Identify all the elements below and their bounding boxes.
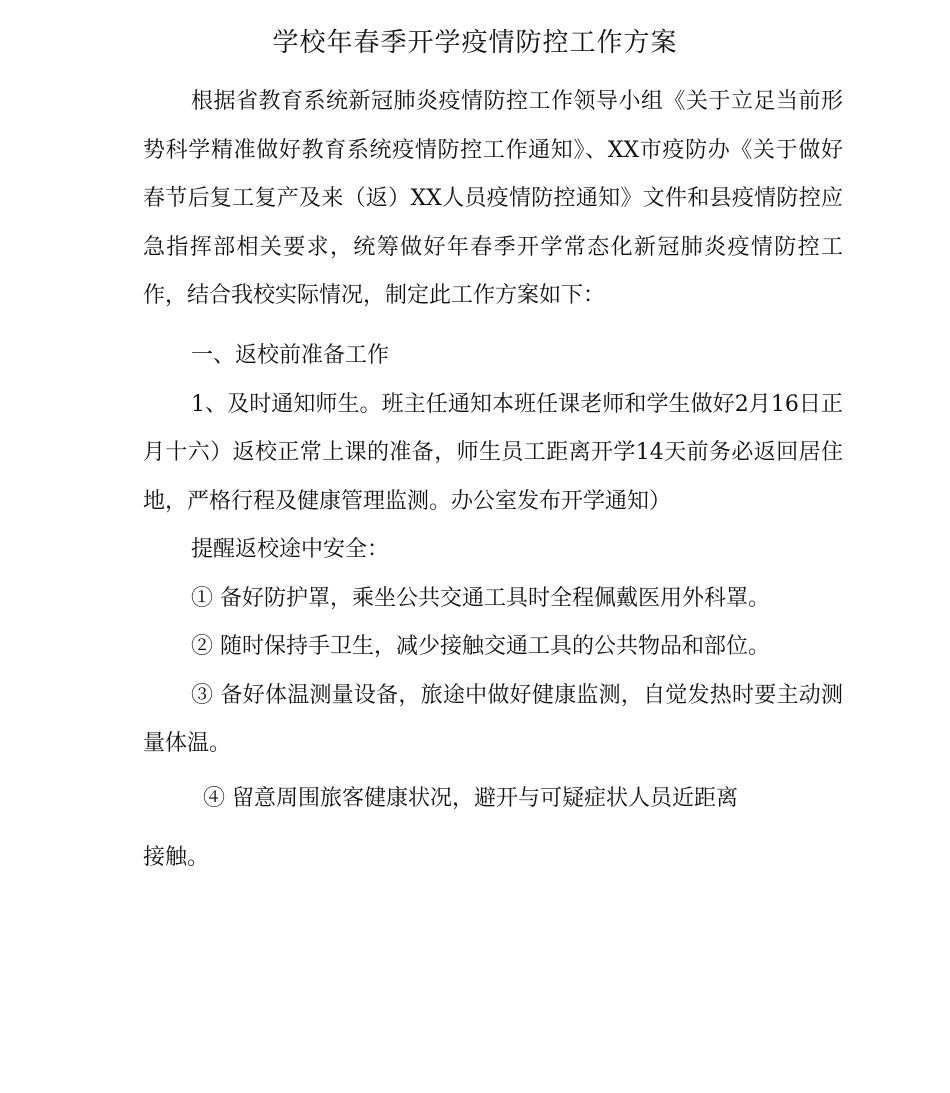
document-body <box>143 78 843 321</box>
intro-paragraph: 根据省教育系统新冠肺炎疫情防控工作领导小组《关于立足当前形势科学精准做好教育系统疫情防控工作通知》、XX市疫防办《关于做好春节后复工复产及来（返）XX人员疫情防控通知》文件和县疫情防控应急指挥部相关要求，统筹做好年春季开学常态化新冠肺炎疫情防控工作，结合我校实际情况，制定此工作方案如下： <box>143 89 843 308</box>
safety-point-1: ① 备好防护罩，乘坐公共交通工具时全程佩戴医用外科罩。 <box>191 585 770 611</box>
reminder-line: 提醒返校途中安全： <box>191 537 390 562</box>
safety-point-4-line-1: ④ 留意周围旅客健康状况，避开与可疑症状人员近距离 <box>203 786 738 811</box>
section-block <box>143 332 843 769</box>
safety-point-2: ② 随时保持手卫生，减少接触交通工具的公共物品和部位。 <box>191 634 770 659</box>
safety-point-4-line-2: 接触。 <box>143 845 210 870</box>
section-heading: 一、返校前准备工作 <box>191 343 390 368</box>
item-1-paragraph: 1、及时通知师生。班主任通知本班任课老师和学生做好2月16日正月十六）返校正常上课的准备，师生员工距离开学14天前务必返回居住地，严格行程及健康管理监测。办公室发布开学通知） <box>143 391 843 514</box>
safety-point-3: ③ 备好体温测量设备，旅途中做好健康监测，自觉发热时要主动测量体温。 <box>143 682 843 756</box>
document-title: 学校年春季开学疫情防控工作方案 <box>272 28 678 58</box>
